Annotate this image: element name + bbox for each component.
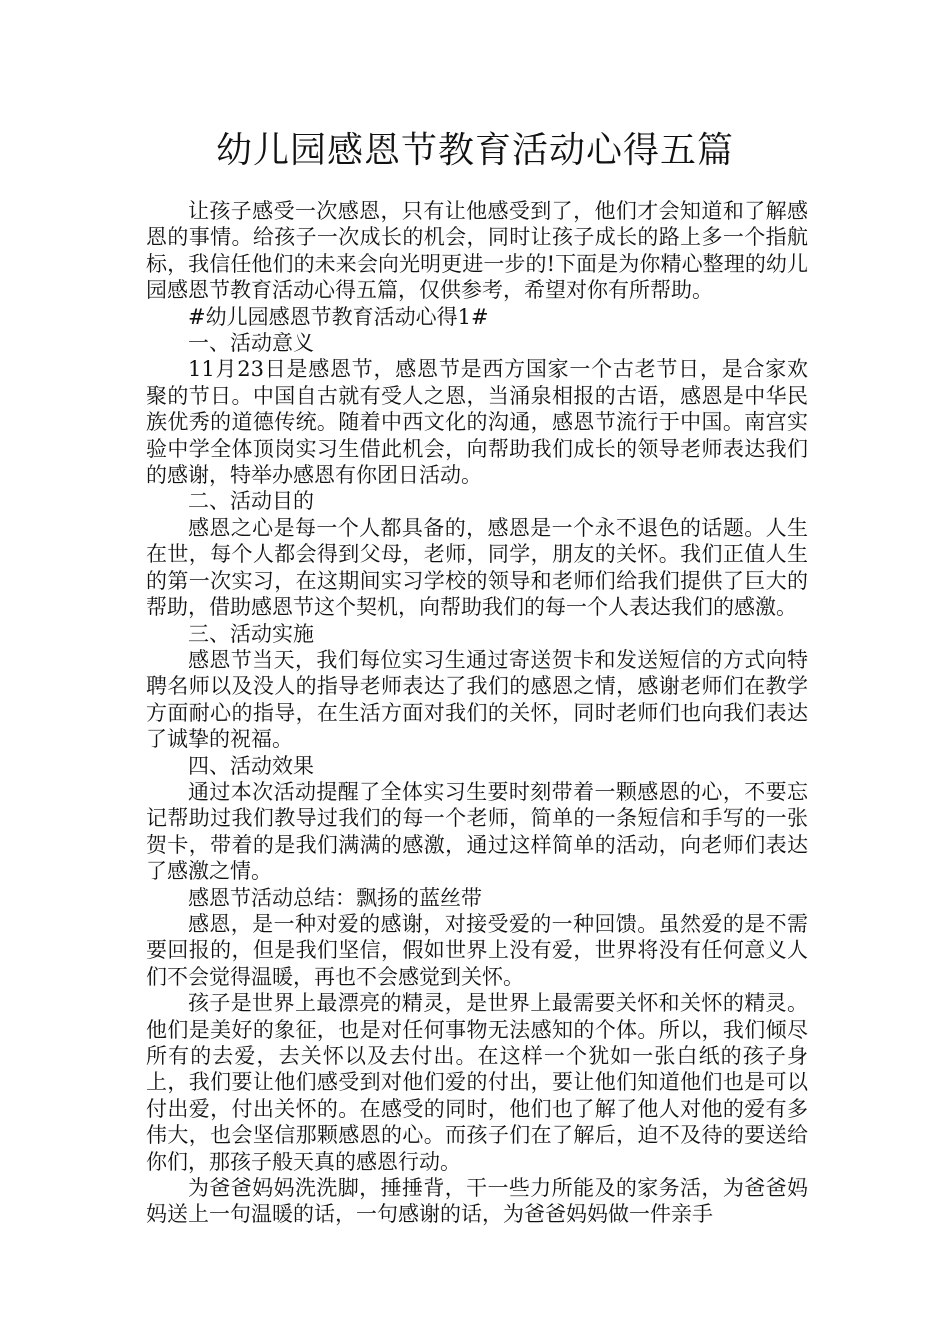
paragraph: 通过本次活动提醒了全体实习生要时刻带着一颗感恩的心，不要忘记帮助过我们教导过我们的每一个老师，简单的一条短信和手写的一张贺卡，带着的是我们满满的感激，通过这样简单的活动，向老师们表达了感激之情。: [146, 779, 808, 884]
paragraph: 感恩，是一种对爱的感谢，对接受爱的一种回馈。虽然爱的是不需要回报的，但是我们坚信，假如世界上没有爱，世界将没有任何意义人们不会觉得温暖，再也不会感觉到关怀。: [146, 911, 808, 989]
paragraph: 为爸爸妈妈洗洗脚，捶捶背，干一些力所能及的家务活，为爸爸妈妈送上一句温暖的话，一句感谢的话，为爸爸妈妈做一件亲手: [146, 1176, 808, 1227]
document-body: [146, 198, 808, 1228]
subheading: 一、活动意义: [188, 331, 314, 356]
subheading: 感恩节活动总结：飘扬的蓝丝带: [188, 885, 482, 910]
document-title: 幼儿园感恩节教育活动心得五篇: [215, 130, 734, 171]
paragraph: 11月23日是感恩节，感恩节是西方国家一个古老节日，是合家欢聚的节日。中国自古就有受人之恩，当涌泉相报的古语，感恩是中华民族优秀的道德传统。随着中西文化的沟通，感恩节流行于中国。南宫实验中学全体顶岗实习生借此机会，向帮助我们成长的领导老师表达我们的感谢，特举办感恩有你团日活动。: [146, 357, 808, 488]
section-heading: #幼儿园感恩节教育活动心得1#: [188, 304, 489, 329]
subheading: 四、活动效果: [188, 753, 314, 778]
paragraph: 感恩之心是每一个人都具备的，感恩是一个永不退色的话题。人生在世，每个人都会得到父母，老师，同学，朋友的关怀。我们正值人生的第一次实习，在这期间实习学校的领导和老师们给我们提供了巨大的帮助，借助感恩节这个契机，向帮助我们的每一个人表达我们的感激。: [146, 515, 808, 620]
intro-paragraph: 让孩子感受一次感恩，只有让他感受到了，他们才会知道和了解感恩的事情。给孩子一次成长的机会，同时让孩子成长的路上多一个指航标，我信任他们的未来会向光明更进一步的!下面是为你精心整理的幼儿园感恩节教育活动心得五篇，仅供参考，希望对你有所帮助。: [146, 199, 808, 303]
subheading: 三、活动实施: [188, 621, 314, 646]
subheading: 二、活动目的: [188, 489, 314, 514]
paragraph: 感恩节当天，我们每位实习生通过寄送贺卡和发送短信的方式向特聘名师以及没人的指导老师表达了我们的感恩之情，感谢老师们在教学方面耐心的指导，在生活方面对我们的关怀，同时老师们也向我们表达了诚挚的祝福。: [146, 647, 808, 752]
paragraph: 孩子是世界上最漂亮的精灵，是世界上最需要关怀和关怀的精灵。他们是美好的象征，也是对任何事物无法感知的个体。所以，我们倾尽所有的去爱，去关怀以及去付出。在这样一个犹如一张白纸的孩子身上，我们要让他们感受到对他们爱的付出，要让他们知道他们也是可以付出爱，付出关怀的。在感受的同时，他们也了解了他人对他的爱有多伟大，也会坚信那颗感恩的心。而孩子们在了解后，迫不及待的要送给你们，那孩子般天真的感恩行动。: [146, 991, 808, 1174]
